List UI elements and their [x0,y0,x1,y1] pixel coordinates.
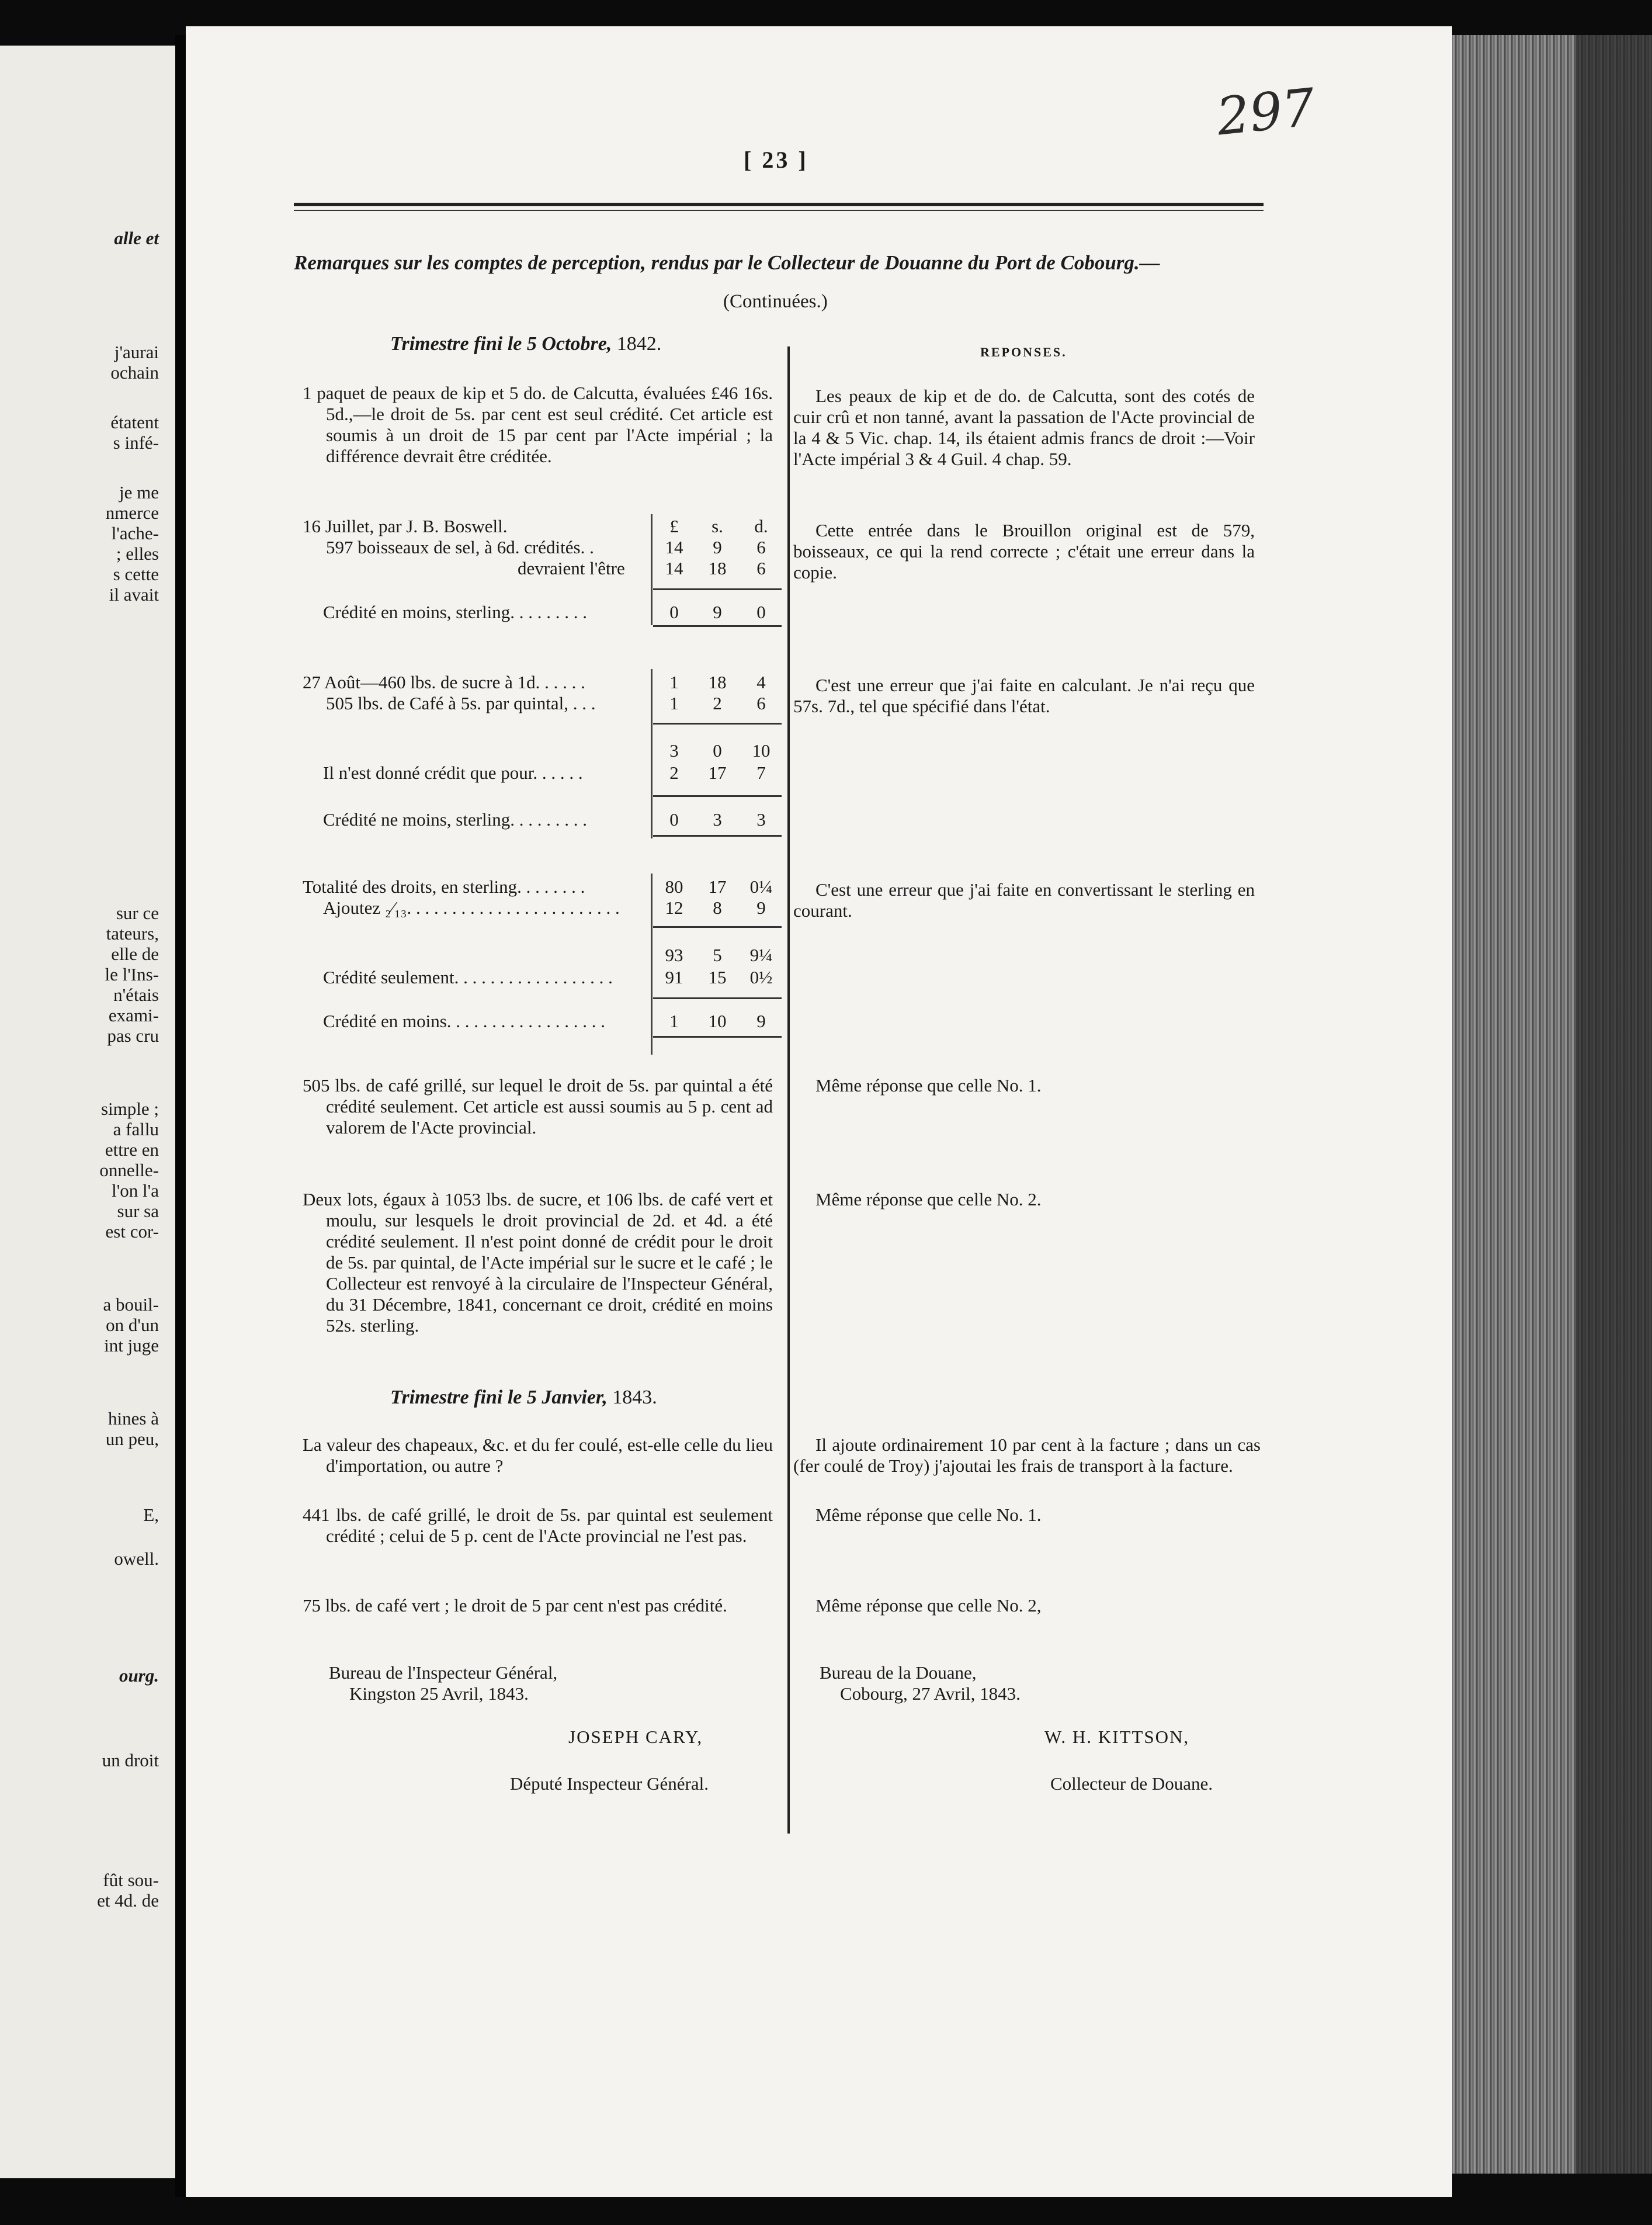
facing-page-fragment: exami- [108,1005,159,1025]
entry4-total-l: 80 [665,876,683,897]
entry4-credit-label: Crédité seulement. . . . . . . . . . . . . . . . . . [323,967,613,987]
entry3-sum-l: 3 [669,740,679,761]
entry4-rule1 [653,926,782,928]
entry2-date: 16 Juillet, par J. B. Boswell. [303,516,508,536]
entry3-response: C'est une erreur que j'ai faite en calculant. Je n'ai reçu que 57s. 7d., tel que spécifié dans l'état. [793,675,1255,716]
entry2-rule [653,588,782,590]
facing-page-fragment: un droit [102,1750,159,1770]
entry1-response: Les peaux de kip et de do. de Calcutta, sont des cotés de cuir crû et non tanné, avant la passation de l'Acte provincial de la 4 & 5 Vic. chap. 14, ils étaient admis francs de droit :—Voir l'Acte impérial 3 & 4 Guil. 4 chap. 59. [793,386,1255,469]
document-subtitle: (Continuées.) [723,291,828,312]
header-rule-thin [294,210,1264,211]
entry4-diff-s: 10 [708,1011,727,1031]
entry3-diff-label: Crédité ne moins, sterling. . . . . . . . . [323,809,588,830]
entry2-diff-l: 0 [669,602,679,622]
facing-page-fragment: tateurs, [106,923,159,944]
facing-page-fragment: l'on l'a [112,1180,159,1201]
entry3-diff-l: 0 [669,809,679,830]
facing-page [0,46,175,2178]
facing-page-fragment: et 4d. de [97,1890,159,1911]
entry7-response: Il ajoute ordinairement 10 par cent à la facture ; dans un cas (fer coulé de Troy) j'ajoutai les frais de transport à la facture. [793,1434,1261,1476]
entry1-remark: 1 paquet de peaux de kip et 5 do. de Calcutta, évaluées £46 16s. 5d.,—le droit de 5s. par cent est seul crédité. Cet article est soumis à un droit de 15 par cent par l'Acte impérial ; la différence devrait être créditée. [303,383,773,466]
facing-page-fragment: j'aurai [114,342,159,362]
document-page [186,26,1452,2197]
facing-page-fragment: sur sa [117,1201,159,1221]
entry3-b-s: 2 [713,693,722,713]
responses-heading: REPONSES. [980,345,1067,359]
book-gutter [175,35,186,2197]
entry4-rule2 [653,997,782,999]
entry2-credited-d: 6 [756,537,766,557]
entry3-sum-d: 10 [752,740,771,761]
entry4-response: C'est une erreur que j'ai faite en convertissant le sterling en courant. [793,879,1255,921]
left-signatory-title: Député Inspecteur Général. [510,1773,709,1794]
entry4-diff-label: Crédité en moins. . . . . . . . . . . . . . . . . . [323,1011,606,1031]
entry9-remark: 75 lbs. de café vert ; le droit de 5 par cent n'est pas crédité. [303,1595,727,1616]
right-place-date: Cobourg, 27 Avril, 1843. [840,1683,1021,1704]
entry7-remark: La valeur des chapeaux, &c. et du fer coulé, est-elle celle du lieu d'importation, ou autre ? [303,1434,773,1476]
facing-page-fragment: s infé- [113,432,159,453]
entry3-diff-d: 3 [756,809,766,830]
facing-page-fragment: étatent [110,412,159,432]
page-edges [1452,35,1652,2174]
entry3-b-d: 6 [756,693,766,713]
entry3-sum-s: 0 [713,740,722,761]
entry3-a-s: 18 [708,672,727,692]
facing-page-fragment: elle de [111,944,159,964]
entry2-head-pounds: £ [669,516,679,536]
quarter2-heading: Trimestre fini le 5 Janvier, 1843. [390,1387,657,1408]
facing-page-fragment: a bouil- [103,1294,159,1315]
quarter1-heading: Trimestre fini le 5 Octobre, 1842. [390,333,662,355]
entry2-credited-s: 9 [713,537,722,557]
entry4-total-label: Totalité des droits, en sterling. . . . . . . . [303,876,585,897]
entry5-remark: 505 lbs. de café grillé, sur lequel le droit de 5s. par quintal a été crédité seulement. Cet article est aussi soumis au 5 p. cent ad valorem de l'Acte provincial. [303,1075,773,1138]
facing-page-fragment: n'étais [113,985,159,1005]
entry4-credit-s: 15 [708,967,727,987]
entry2-should-label: devraient l'être [518,558,625,578]
entry6-remark: Deux lots, égaux à 1053 lbs. de sucre, et 106 lbs. de café vert et moulu, sur lesquels le droit provincial de 2d. et 4d. a été crédité seulement. Il n'est point donné de crédit pour le droit de 5s. par quintal, de l'Acte impérial sur le sucre et le café ; le Collecteur est renvoyé à la circulaire de l'Inspecteur Général, du 31 Décembre, 1841, concernant ce droit, crédité en moins 52s. sterling. [303,1189,773,1336]
entry2-response: Cette entrée dans le Brouillon original est de 579, boisseaux, ce qui la rend correcte ; c'était une erreur dans la copie. [793,520,1255,583]
entry4-add-label: Ajoutez ₂⁄₁₃. . . . . . . . . . . . . . . . . . . . . . . . [323,897,620,918]
left-office: Bureau de l'Inspecteur Général, [329,1662,558,1683]
facing-page-fragment: simple ; [100,1098,159,1119]
facing-page-fragment: owell. [114,1548,159,1569]
facing-page-fragment: un peu, [105,1429,159,1449]
entry3-a-d: 4 [756,672,766,692]
facing-page-fragment: int juge [104,1335,159,1356]
entry4-diff-l: 1 [669,1011,679,1031]
entry3-coffee-label: 505 lbs. de Café à 5s. par quintal, . . . [326,693,596,713]
left-signatory-name: JOSEPH CARY, [568,1727,703,1747]
entry4-add-l: 12 [665,897,683,918]
entry2-diff-s: 9 [713,602,722,622]
entry9-response: Même réponse que celle No. 2, [815,1595,1042,1616]
document-title: Remarques sur les comptes de perception, rendus par le Collecteur de Douanne du Port de Cobourg.— [294,251,1160,274]
entry4-diff-d: 9 [756,1011,766,1031]
facing-page-fragment: hines à [108,1408,159,1429]
entry4-credit-d: 0½ [749,967,773,987]
facing-page-fragment: ; elles [116,543,159,564]
entry3-credit-label: Il n'est donné crédit que pour. . . . . . [323,763,583,783]
facing-page-fragment: s cette [113,564,159,584]
facing-page-fragment: fût sou- [103,1870,159,1890]
entry3-credit-l: 2 [669,763,679,783]
entry2-diff-label: Crédité en moins, sterling. . . . . . . . . [323,602,588,622]
facing-page-fragment: E, [143,1505,159,1525]
facing-page-fragment: il avait [109,584,159,605]
facing-page-fragment: alle et [114,228,159,248]
entry3-b-l: 1 [669,693,679,713]
entry3-rule1 [653,723,782,725]
page-number: [ 23 ] [744,147,808,173]
facing-page-fragment: ochain [110,362,159,383]
right-signatory-name: W. H. KITTSON, [1044,1727,1190,1747]
handwritten-folio: 297 [1214,77,1318,147]
entry4-sum-d: 9¼ [749,945,773,965]
entry2-credited-l: 14 [665,537,683,557]
entry3-credit-s: 17 [708,763,727,783]
entry4-add-d: 9 [756,897,766,918]
entry2-diff-d: 0 [756,602,766,622]
facing-page-fragment: est cor- [105,1221,159,1242]
left-place-date: Kingston 25 Avril, 1843. [349,1683,529,1704]
entry8-remark: 441 lbs. de café grillé, le droit de 5s. par quintal est seulement crédité ; celui de 5 p. cent de l'Acte provincial ne l'est pas. [303,1505,773,1546]
facing-page-fragment: pas cru [107,1025,159,1046]
facing-page-fragment: ettre en [105,1139,159,1160]
entry2-rule-bottom [653,625,782,627]
entry4-total-s: 17 [708,876,727,897]
entry4-sum-l: 93 [665,945,683,965]
facing-page-fragment: l'ache- [111,523,159,543]
facing-page-fragment: on d'un [106,1315,159,1335]
entry4-credit-l: 91 [665,967,683,987]
entry2-credited-label: 597 boisseaux de sel, à 6d. crédités. . [326,537,594,557]
header-rule [294,203,1264,206]
entry5-response: Même réponse que celle No. 1. [815,1075,1042,1096]
entry4-sum-s: 5 [713,945,722,965]
entry3-sugar-label: 27 Août—460 lbs. de sucre à 1d. . . . . . [303,672,585,692]
entry3-rule2 [653,795,782,797]
entry2-head-pence: d. [754,516,768,536]
facing-page-fragment: le l'Ins- [105,964,159,985]
entry3-rule3 [653,835,782,837]
facing-page-fragment: sur ce [116,903,159,923]
facing-page-fragment: onnelle- [99,1160,159,1180]
entry8-response: Même réponse que celle No. 1. [815,1505,1042,1525]
facing-page-fragment: a fallu [113,1119,159,1139]
entry2-should-s: 18 [708,558,727,578]
entry2-should-d: 6 [756,558,766,578]
entry4-total-d: 0¼ [749,876,773,897]
entry4-rule3 [653,1036,782,1038]
facing-page-fragment: ourg. [119,1665,159,1686]
column-divider [787,346,790,1834]
facing-page-fragment: nmerce [105,502,159,523]
right-office: Bureau de la Douane, [820,1662,977,1683]
facing-page-fragment: je me [119,482,159,502]
entry3-diff-s: 3 [713,809,722,830]
right-signatory-title: Collecteur de Douane. [1050,1773,1213,1794]
entry3-credit-d: 7 [756,763,766,783]
entry2-head-shillings: s. [712,516,723,536]
entry2-should-l: 14 [665,558,683,578]
entry3-a-l: 1 [669,672,679,692]
entry4-add-s: 8 [713,897,722,918]
entry6-response: Même réponse que celle No. 2. [815,1189,1042,1209]
